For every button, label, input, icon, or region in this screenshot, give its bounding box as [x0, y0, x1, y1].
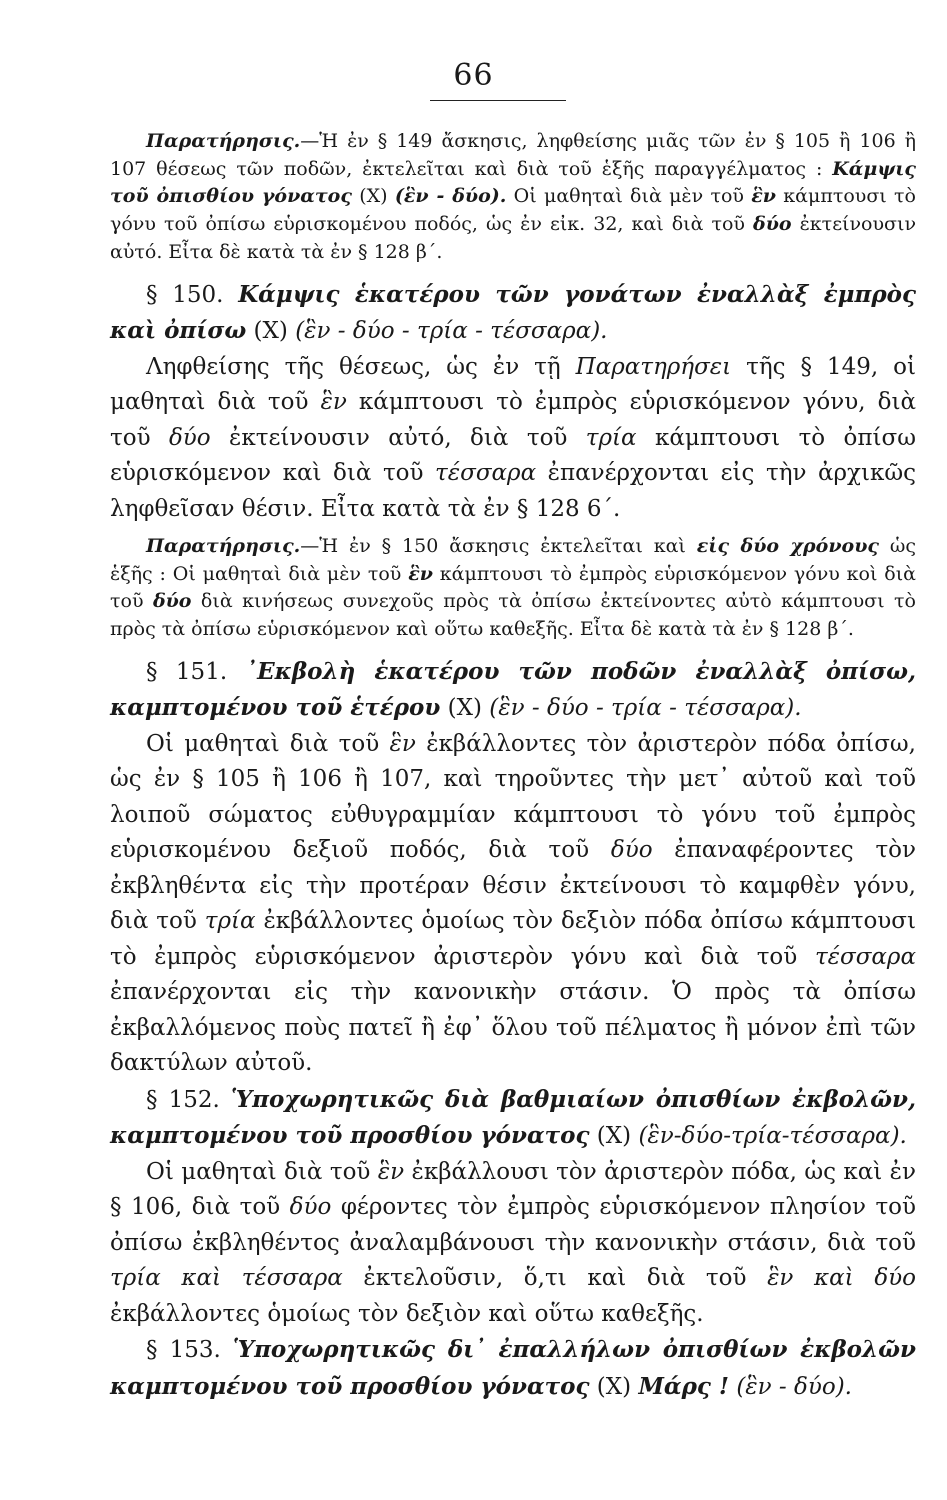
count-word: ἓν [389, 730, 416, 757]
command-marker: (X) [589, 1123, 639, 1150]
command-count: (ἓν - δύο). [729, 1373, 852, 1400]
body-text: ἐπανέρχονται εἰς τὴν ἀρχικῶς ληφθεῖσαν θέσιν. Εἶτα κατὰ τὰ ἐν § 128 6΄. [110, 460, 917, 522]
note-text: κάμπτουσι τὸ ἐμπρὸς εὑρισκόμενον γόνυ κοὶ διὰ τοῦ [110, 562, 917, 613]
count-word: τρία [204, 908, 256, 935]
section-153 [110, 1332, 916, 1405]
note-151-remark [110, 533, 916, 644]
command-marker: (X) [589, 1373, 639, 1400]
command-count: (ἓν-δύο-τρία-τέσσαρα). [638, 1123, 907, 1150]
body-text: φέροντες τὸν ἐμπρὸς εὑρισκόμενον πλησίον τοῦ ὀπίσω ἐκβληθέντος ἀναλαμβάνουσι τὴν κανονικὴν στάσιν, διὰ τοῦ [110, 1194, 916, 1256]
body-text: ἐκτελοῦσιν, ὅ,τι καὶ διὰ τοῦ [342, 1265, 768, 1292]
section-body [110, 727, 916, 1082]
body-text: ἐπαναφέροντες τὸν ἐκβληθέντα εἰς τὴν προτέραν θέσιν ἐκτείνουσι τὸ καμφθὲν γόνυ, διὰ τοῦ [110, 837, 916, 935]
section-number: § 151. [146, 658, 246, 685]
page-content [110, 128, 916, 1405]
note-text: ὡς ἑξῆς : Οἱ μαθηταὶ διὰ μὲν τοῦ [110, 535, 916, 585]
command-name: Κάμψις τοῦ ὀπισθίου γόνατος [110, 157, 916, 208]
section-152 [110, 1082, 916, 1333]
command-marker: (X) [440, 695, 490, 722]
header-rule [430, 100, 566, 101]
count-word: δύο [289, 1194, 332, 1221]
note-text: —Ἡ ἐν § 149 ἄσκησις, ληφθείσης μιᾶς τῶν ἐν § 105 ἢ 106 ἢ 107 θέσεως τῶν ποδῶν, ἐκτελεῖται καὶ διὰ τοῦ ἑξῆς παραγγέλματος : [110, 130, 916, 180]
command-word: Μάρς ! [638, 1372, 730, 1400]
note-paragraph [110, 533, 916, 644]
section-heading [110, 1332, 916, 1405]
note-150-remark [110, 128, 916, 267]
body-text: ἐκβάλλοντες τὸν ἀριστερὸν πόδα ὀπίσω, ὡς ἐν § 105 ἢ 106 ἢ 107, καὶ τηροῦντες τὴν μετ᾿ αὐτοῦ καὶ τοῦ λοιποῦ σώματος εὐθυγραμμίαν κάμπτουσι τὸ γόνυ τοῦ ἐμπρὸς εὑρισκομένου δεξιοῦ ποδός, διὰ τοῦ [110, 730, 916, 864]
note-text: ἐκτείνουσιν αὐτό. Εἶτα δὲ κατὰ τὰ ἐν § 128 β΄. [110, 213, 916, 263]
section-heading [110, 654, 916, 727]
command-count: (ἓν - δύο). [394, 185, 507, 208]
note-text: διὰ κινήσεως συνεχοῦς πρὸς τὰ ὀπίσω ἐκτείνοντες αὐτὸ κάμπτουσι τὸ πρὸς τὰ ὀπίσω εὑρισκόμενον καὶ οὕτω καθεξῆς. Εἶτα δὲ κατὰ τὰ ἐν § 128 β΄. [110, 590, 916, 641]
section-number: § 150. [146, 281, 239, 308]
section-title: Ὑποχωρητικῶς διὰ βαθμιαίων ὀπισθίων ἐκβολῶν, καμπτομένου τοῦ προσθίου γόνατος [110, 1085, 916, 1150]
body-text: ἐκβάλλουσι τὸν ἀριστερὸν πόδα, ὡς καὶ ἐν § 106, διὰ τοῦ [110, 1158, 916, 1221]
body-text: τῆς § 149, οἱ μαθηταὶ διὰ τοῦ [110, 353, 916, 416]
body-text: Οἱ μαθηταὶ διὰ τοῦ [146, 1158, 378, 1185]
body-text: ἐκβάλλοντες ὁμοίως τὸν δεξιὸν καὶ οὕτω καθεξῆς. [110, 1300, 704, 1327]
section-title: Κάμψις ἑκατέρου τῶν γονάτων ἐναλλὰξ ἐμπρὸς καὶ ὀπίσω [110, 280, 916, 345]
section-heading [110, 1082, 916, 1155]
count-word: δύο [753, 213, 792, 236]
section-title: ᾿Εκβολὴ ἑκατέρου τῶν ποδῶν ἐναλλὰξ ὀπίσω, καμπτομένου τοῦ ἑτέρου [110, 657, 916, 722]
command-count: (ἓν - δύο - τρία - τέσσαρα). [489, 695, 802, 722]
count-word: τέσσαρα [435, 460, 537, 487]
count-word: τρία [585, 424, 637, 451]
section-heading [110, 277, 916, 350]
note-text: Οἱ μαθηταὶ διὰ μὲν τοῦ [506, 185, 752, 208]
section-body [110, 350, 916, 528]
body-text: ἐπανέρχονται εἰς τὴν κανονικὴν στάσιν. Ὁ πρὸς τὰ ὀπίσω ἐκβαλλόμενος ποὺς πατεῖ ἢ ἐφ᾿ ὅλου τοῦ πέλματος ἢ μόνον ἐπὶ τῶν δακτύλων αὐτοῦ. [110, 979, 916, 1077]
count-word: ἓν [320, 389, 347, 416]
section-150 [110, 277, 916, 528]
body-text: Οἱ μαθηταὶ διὰ τοῦ [146, 730, 390, 757]
count-word: ἓν [751, 185, 776, 208]
count-word: δύο [610, 837, 653, 864]
note-label: Παρατήρησις. [146, 130, 301, 152]
body-text: ἐκβάλλοντες ὁμοίως τὸν δεξιὸν πόδα ὀπίσω κάμπτουσι τὸ ἐμπρὸς εὑρισκόμενον ἀριστερὸν γόνυ καὶ διὰ τοῦ [110, 908, 916, 970]
note-text: —Ἡ ἐν § 150 ἄσκησις ἐκτελεῖται καὶ [300, 535, 697, 558]
body-text: ἐκτείνουσιν αὐτό, διὰ τοῦ [210, 424, 586, 451]
body-text: κάμπτουσι τὸ ὀπίσω εὑρισκόμενον καὶ διὰ τοῦ [110, 424, 916, 487]
count-word: ἓν καὶ δύο [767, 1265, 916, 1292]
body-text: Ληφθείσης τῆς θέσεως, ὡς ἐν τῇ [146, 353, 576, 380]
note-label: Παρατήρησις. [146, 535, 301, 558]
section-number: § 152. [146, 1086, 231, 1113]
page-number: 66 [453, 58, 494, 93]
command-count: (ἓν - δύο - τρία - τέσσαρα). [295, 318, 608, 345]
count-word: δύο [168, 424, 211, 451]
note-text: κάμπτουσι τὸ γόνυ τοῦ ὀπίσω εὑρισκομένου ποδός, ὡς ἐν εἰκ. 32, καὶ διὰ τοῦ [110, 185, 916, 236]
count-word: ἓν [408, 562, 433, 585]
section-body [110, 1155, 916, 1333]
section-title: Ὑποχωρητικῶς δι᾿ ἐπαλλήλων ὀπισθίων ἐκβολῶν καμπτομένου τοῦ προσθίου γόνατος [110, 1336, 916, 1400]
note-paragraph [110, 128, 916, 267]
body-text: κάμπτουσι τὸ ἐμπρὸς εὑρισκόμενον γόνυ, διὰ τοῦ [110, 389, 917, 451]
note-text: (X) [351, 185, 395, 208]
count-word: τέσσαρα [814, 943, 916, 970]
count-word: ἓν [377, 1158, 405, 1185]
section-151 [110, 654, 916, 1082]
body-italic: Παρατηρήσει [575, 353, 732, 380]
command-marker: (X) [246, 318, 296, 345]
note-emphasis: εἰς δύο χρόνους [696, 535, 879, 558]
count-word: τρία καὶ τέσσαρα [110, 1265, 343, 1292]
section-number: § 153. [146, 1337, 233, 1364]
count-word: δύο [152, 590, 192, 613]
